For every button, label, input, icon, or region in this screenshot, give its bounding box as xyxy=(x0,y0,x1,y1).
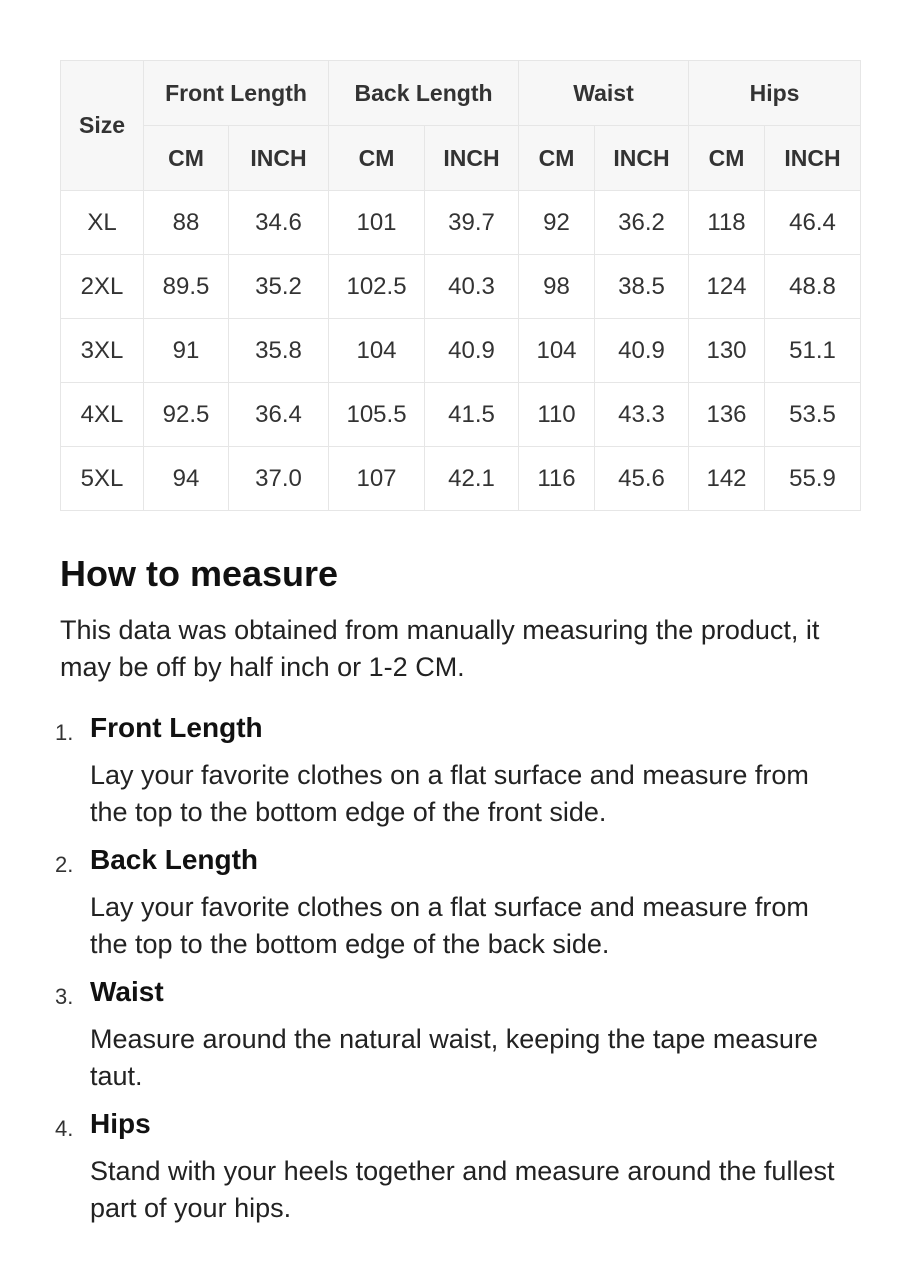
step-title: Back Length xyxy=(90,844,259,875)
table-cell: 35.2 xyxy=(229,255,329,319)
size-cell: 3XL xyxy=(61,319,144,383)
table-cell: 130 xyxy=(689,319,765,383)
table-cell: 41.5 xyxy=(425,383,519,447)
table-cell: 40.9 xyxy=(425,319,519,383)
table-cell: 40.9 xyxy=(595,319,689,383)
table-cell: 39.7 xyxy=(425,191,519,255)
table-cell: 92.5 xyxy=(144,383,229,447)
header-unit: CM xyxy=(144,126,229,191)
table-cell: 48.8 xyxy=(765,255,861,319)
step-description: Lay your favorite clothes on a flat surface and measure from the top to the bottom edge of the back side. xyxy=(90,892,809,959)
table-cell: 51.1 xyxy=(765,319,861,383)
table-cell: 46.4 xyxy=(765,191,861,255)
header-unit: CM xyxy=(329,126,425,191)
table-cell: 36.4 xyxy=(229,383,329,447)
table-cell: 43.3 xyxy=(595,383,689,447)
table-cell: 88 xyxy=(144,191,229,255)
size-cell: 4XL xyxy=(61,383,144,447)
header-back-length: Back Length xyxy=(329,61,519,126)
table-cell: 102.5 xyxy=(329,255,425,319)
table-cell: 124 xyxy=(689,255,765,319)
table-cell: 37.0 xyxy=(229,447,329,511)
header-unit: INCH xyxy=(595,126,689,191)
table-cell: 89.5 xyxy=(144,255,229,319)
table-cell: 38.5 xyxy=(595,255,689,319)
header-unit: CM xyxy=(519,126,595,191)
step-number: 2. xyxy=(55,852,74,877)
table-cell: 36.2 xyxy=(595,191,689,255)
header-front-length: Front Length xyxy=(144,61,329,126)
size-cell: XL xyxy=(61,191,144,255)
table-cell: 91 xyxy=(144,319,229,383)
table-cell: 118 xyxy=(689,191,765,255)
table-cell: 92 xyxy=(519,191,595,255)
header-unit: INCH xyxy=(425,126,519,191)
step-description: Stand with your heels together and measure around the fullest part of your hips. xyxy=(90,1156,835,1223)
step-number: 1. xyxy=(55,720,74,745)
header-unit: INCH xyxy=(765,126,861,191)
header-hips: Hips xyxy=(689,61,861,126)
table-cell: 53.5 xyxy=(765,383,861,447)
table-cell: 110 xyxy=(519,383,595,447)
header-row-units xyxy=(61,126,861,191)
header-unit: CM xyxy=(689,126,765,191)
step-title: Hips xyxy=(90,1108,151,1139)
header-waist: Waist xyxy=(519,61,689,126)
table-cell: 34.6 xyxy=(229,191,329,255)
size-cell: 5XL xyxy=(61,447,144,511)
step-description: Measure around the natural waist, keeping the tape measure taut. xyxy=(90,1024,818,1091)
step-number: 4. xyxy=(55,1116,74,1141)
table-cell: 42.1 xyxy=(425,447,519,511)
table-cell: 142 xyxy=(689,447,765,511)
header-row-groups xyxy=(61,61,861,126)
size-chart-table xyxy=(60,60,861,511)
table-row xyxy=(61,383,861,447)
table-row xyxy=(61,319,861,383)
table-cell: 94 xyxy=(144,447,229,511)
table-cell: 45.6 xyxy=(595,447,689,511)
step-title: Waist xyxy=(90,976,164,1007)
table-cell: 116 xyxy=(519,447,595,511)
step-description: Lay your favorite clothes on a flat surface and measure from the top to the bottom edge of the front side. xyxy=(90,760,809,827)
section-title: How to measure xyxy=(60,553,339,594)
table-cell: 104 xyxy=(329,319,425,383)
table-cell: 55.9 xyxy=(765,447,861,511)
step-title: Front Length xyxy=(90,712,263,743)
table-cell: 105.5 xyxy=(329,383,425,447)
table-cell: 98 xyxy=(519,255,595,319)
size-cell: 2XL xyxy=(61,255,144,319)
table-cell: 136 xyxy=(689,383,765,447)
step-number: 3. xyxy=(55,984,74,1009)
table-cell: 107 xyxy=(329,447,425,511)
table-cell: 101 xyxy=(329,191,425,255)
table-row xyxy=(61,255,861,319)
header-unit: INCH xyxy=(229,126,329,191)
table-cell: 40.3 xyxy=(425,255,519,319)
table-cell: 35.8 xyxy=(229,319,329,383)
table-body xyxy=(61,191,861,511)
header-size: Size xyxy=(61,61,144,191)
table-row xyxy=(61,191,861,255)
table-header xyxy=(61,61,861,191)
table-row xyxy=(61,447,861,511)
table-cell: 104 xyxy=(519,319,595,383)
intro-text: This data was obtained from manually measuring the product, it may be off by half inch or 1-2 CM. xyxy=(60,615,820,682)
